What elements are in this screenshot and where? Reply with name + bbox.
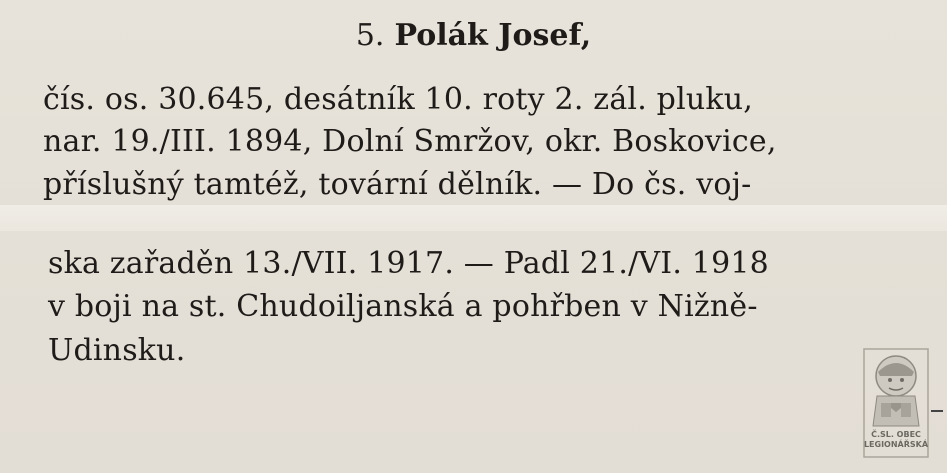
page-crop-seam [0,205,947,231]
text-line-1: čís. os. 30.645, desátník 10. roty 2. zál. pluku, [43,82,754,117]
entry-name: Polák Josef, [394,18,592,53]
watermark-caption [863,430,929,450]
entry-heading [0,16,947,56]
legion-watermark-logo [863,348,929,458]
watermark-caption-line-2: LEGIONÁŘSKÁ [863,440,929,449]
edge-dash-mark [931,410,943,412]
watermark-caption-line-1: Č.SL. OBEC [871,430,921,439]
text-line-4: ska zařaděn 13./VII. 1917. — Padl 21./VI. 1918 [48,246,769,281]
entry-number: 5. [355,18,385,53]
text-line-6: Udinsku. [48,333,186,368]
text-line-5: v boji na st. Chudoiljanská a pohřben v Nižně- [48,289,758,324]
text-line-3: příslušný tamtéž, tovární dělník. — Do čs. voj- [43,167,752,202]
text-line-2: nar. 19./III. 1894, Dolní Smržov, okr. Boskovice, [43,124,777,159]
